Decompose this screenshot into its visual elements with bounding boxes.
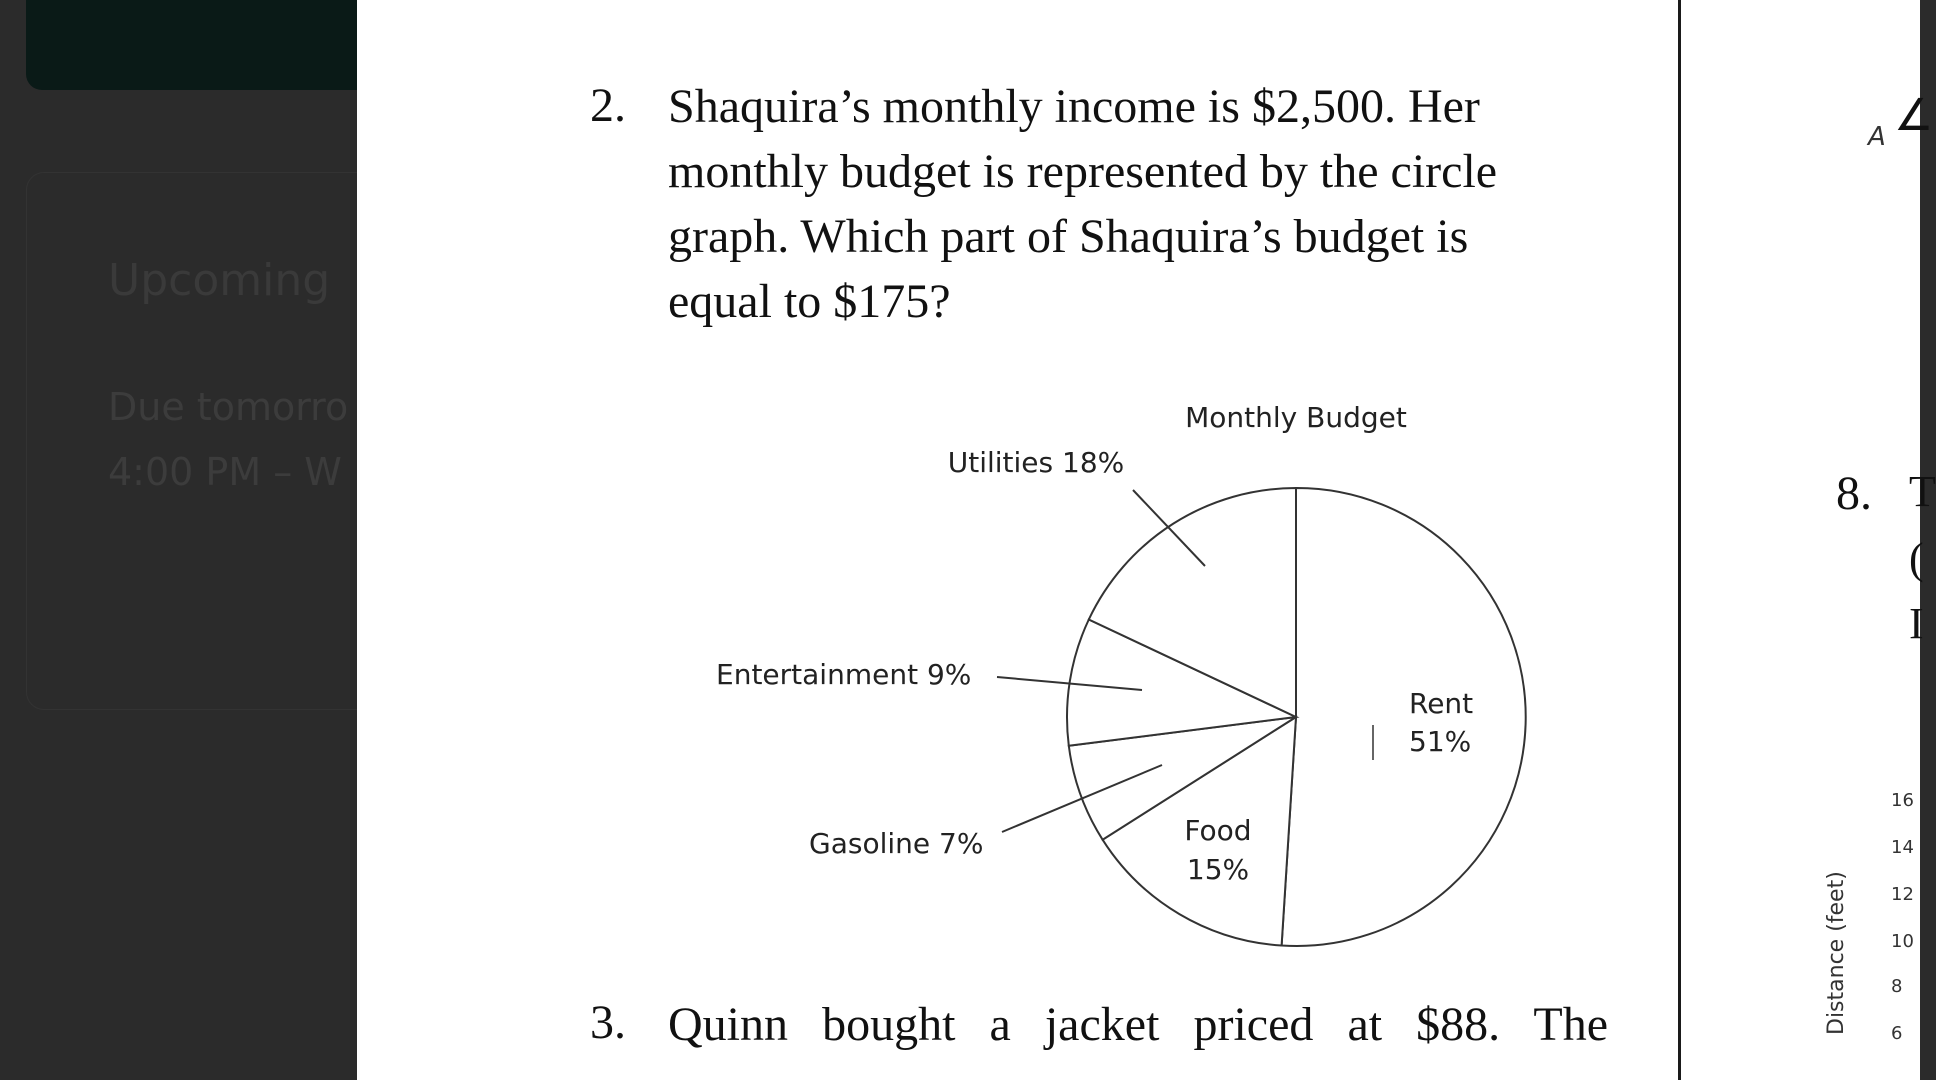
y-tick-label: 10 bbox=[1891, 931, 1914, 952]
upcoming-heading: Upcoming bbox=[108, 255, 331, 306]
background-app bbox=[0, 0, 360, 1080]
slice-label-rent: Rent bbox=[1409, 687, 1474, 720]
y-tick-label: 12 bbox=[1891, 884, 1914, 905]
question-2-number: 2. bbox=[590, 79, 626, 132]
slice-label-utilities: Utilities 18% bbox=[947, 446, 1125, 479]
slice-value-rent: 51% bbox=[1409, 725, 1472, 758]
question-3-number: 3. bbox=[590, 996, 626, 1049]
question-8-number: 8. bbox=[1836, 467, 1872, 520]
question-2-line: graph. Which part of Shaquira’s budget is bbox=[668, 210, 1469, 263]
question-2-line: Shaquira’s monthly income is $2,500. Her bbox=[668, 80, 1480, 133]
chart-title: Monthly Budget bbox=[1185, 401, 1407, 434]
slice-label-entertainment: Entertainment 9% bbox=[716, 658, 972, 691]
question-2-line: monthly budget is represented by the circle bbox=[668, 145, 1498, 198]
question-2-line: equal to $175? bbox=[668, 275, 951, 328]
question-8-partial-text: I bbox=[1909, 599, 1924, 648]
y-tick-label: 8 bbox=[1891, 976, 1903, 997]
due-label: Due tomorro bbox=[108, 385, 349, 429]
slice-label-food: Food bbox=[1184, 814, 1252, 847]
slice-value-food: 15% bbox=[1186, 853, 1250, 886]
angle-vertex-label: A bbox=[1868, 122, 1886, 152]
slice-label-gasoline: Gasoline 7% bbox=[809, 827, 984, 860]
question-8-partial-text: ( bbox=[1909, 534, 1924, 583]
y-axis-label: Distance (feet) bbox=[1824, 871, 1849, 1035]
question-3-text: Quinn bought a jacket priced at $88. The bbox=[668, 998, 1608, 1051]
next-document-page bbox=[1681, 0, 1936, 1080]
y-tick-label: 16 bbox=[1891, 790, 1914, 811]
angle-symbol: ∠ bbox=[1894, 91, 1934, 140]
question-8-partial-text: T bbox=[1909, 467, 1936, 516]
y-tick-label: 6 bbox=[1891, 1023, 1903, 1044]
y-tick-label: 14 bbox=[1891, 837, 1914, 858]
document-page bbox=[357, 0, 1678, 1080]
due-time: 4:00 PM – W bbox=[108, 450, 342, 494]
pie-slice-rent bbox=[1282, 488, 1526, 946]
monthly-budget-pie-chart bbox=[357, 0, 1678, 1000]
